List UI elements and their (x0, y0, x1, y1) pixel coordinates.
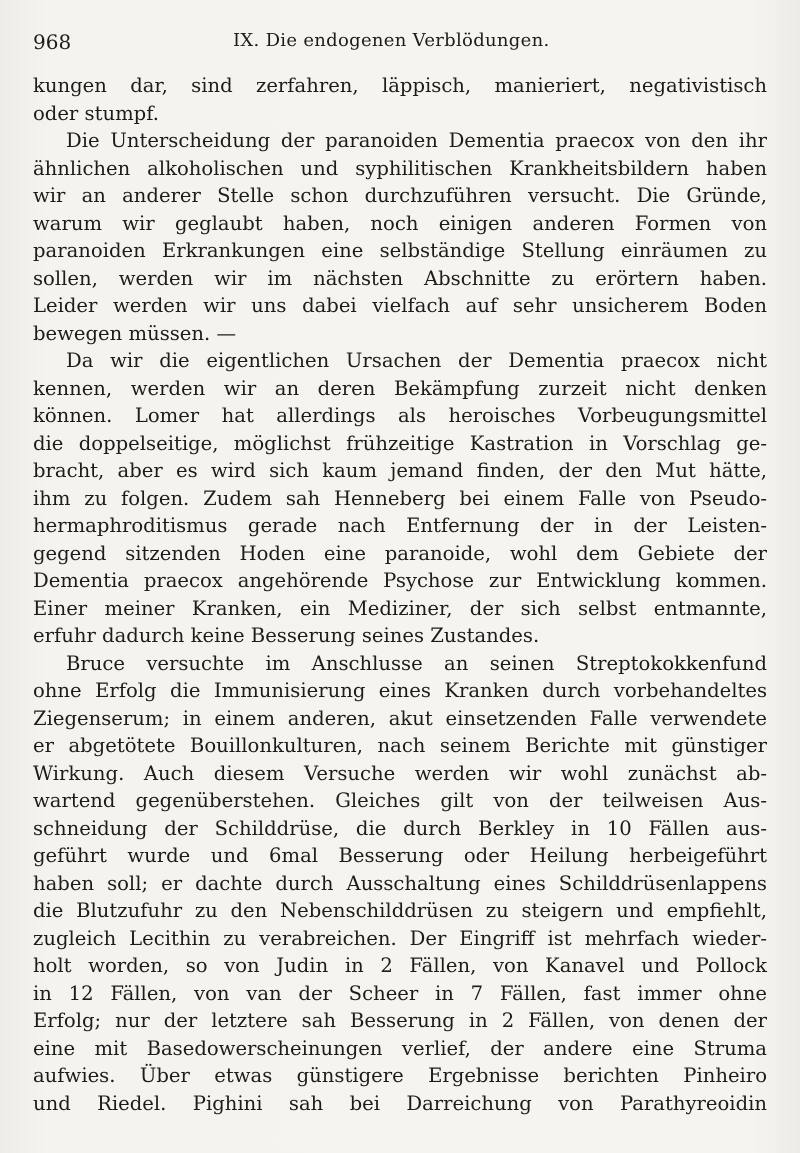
text-line: wir an anderer Stelle schon durchzuführen versucht. Die Gründe, (33, 184, 767, 207)
page-number: 968 (33, 30, 72, 54)
text-line: kungen dar, sind zerfahren, läppisch, manieriert, negativistisch (33, 74, 767, 97)
text-line: Da wir die eigentlichen Ursachen der Dementia praecox nicht (66, 349, 767, 372)
text-line: bracht, aber es wird sich kaum jemand finden, der den Mut hätte, (33, 459, 767, 482)
page-header (33, 30, 767, 58)
text-line: bewegen müssen. — (33, 321, 237, 345)
text-line: aufwies. Über etwas günstigere Ergebnisse berichten Pinheiro (33, 1064, 767, 1087)
text-line: Ziegenserum; in einem anderen, akut einsetzenden Falle verwendete (33, 706, 767, 730)
text-line: ihm zu folgen. Zudem sah Henneberg bei einem Falle von Pseudo- (33, 486, 767, 510)
text-line: paranoiden Erkrankungen eine selbständige Stellung einräumen zu (33, 239, 767, 262)
text-line: zugleich Lecithin zu verabreichen. Der Eingriff ist mehrfach wieder- (33, 926, 767, 950)
text-line: Einer meiner Kranken, ein Mediziner, der sich selbst entmannte, (33, 596, 767, 620)
text-line: hermaphroditismus gerade nach Entfernung der in der Leisten- (33, 514, 767, 537)
text-line: sollen, werden wir im nächsten Abschnitte zu erörtern haben. (33, 266, 767, 290)
text-line: ohne Erfolg die Immunisierung eines Kranken durch vorbehandeltes (33, 679, 767, 702)
text-line: die Blutzufuhr zu den Nebenschilddrüsen zu steigern und empfiehlt, (33, 899, 767, 922)
text-line: geführt wurde und 6mal Besserung oder Heilung herbeigeführt (33, 844, 767, 867)
text-line: Die Unterscheidung der paranoiden Dementia praecox von den ihr (66, 129, 767, 152)
text-line: er abgetötete Bouillonkulturen, nach seinem Berichte mit günstiger (33, 734, 767, 757)
text-line: und Riedel. Pighini sah bei Darreichung von Parathyreoidin (33, 1091, 767, 1115)
text-line: holt worden, so von Judin in 2 Fällen, von Kanavel und Pollock (33, 954, 767, 977)
text-line: können. Lomer hat allerdings als heroisches Vorbeugungsmittel (33, 404, 767, 427)
text-line: kennen, werden wir an deren Bekämpfung zurzeit nicht denken (33, 376, 767, 400)
body-text (33, 72, 767, 1117)
text-line: oder stumpf. (33, 101, 159, 125)
running-head: IX. Die endogenen Verblödungen. (233, 30, 550, 51)
text-line: Wirkung. Auch diesem Versuche werden wir wohl zunächst ab- (33, 761, 767, 785)
text-line: Dementia praecox angehörende Psychose zur Entwicklung kommen. (33, 569, 767, 592)
text-line: Leider werden wir uns dabei vielfach auf sehr unsicherem Boden (33, 294, 767, 317)
text-line: gegend sitzenden Hoden eine paranoide, wohl dem Gebiete der (33, 541, 767, 565)
text-line: erfuhr dadurch keine Besserung seines Zustandes. (33, 624, 540, 647)
text-line: eine mit Basedowerscheinungen verlief, der andere eine Struma (33, 1036, 767, 1060)
text-line: ähnlichen alkoholischen und syphilitischen Krankheitsbildern haben (33, 156, 767, 180)
text-line: wartend gegenüberstehen. Gleiches gilt von der teilweisen Aus- (33, 789, 767, 812)
text-line: warum wir geglaubt haben, noch einigen anderen Formen von (33, 211, 767, 235)
text-line: schneidung der Schilddrüse, die durch Berkley in 10 Fällen aus- (33, 816, 767, 840)
text-line: haben soll; er dachte durch Ausschaltung eines Schilddrüsenlappens (33, 871, 767, 895)
text-line: in 12 Fällen, von van der Scheer in 7 Fällen, fast immer ohne (33, 981, 767, 1005)
text-line: die doppelseitige, möglichst frühzeitige Kastration in Vorschlag ge- (33, 431, 767, 455)
text-line: Erfolg; nur der letztere sah Besserung in 2 Fällen, von denen der (33, 1009, 767, 1032)
text-line: Bruce versuchte im Anschlusse an seinen Streptokokkenfund (66, 651, 767, 675)
